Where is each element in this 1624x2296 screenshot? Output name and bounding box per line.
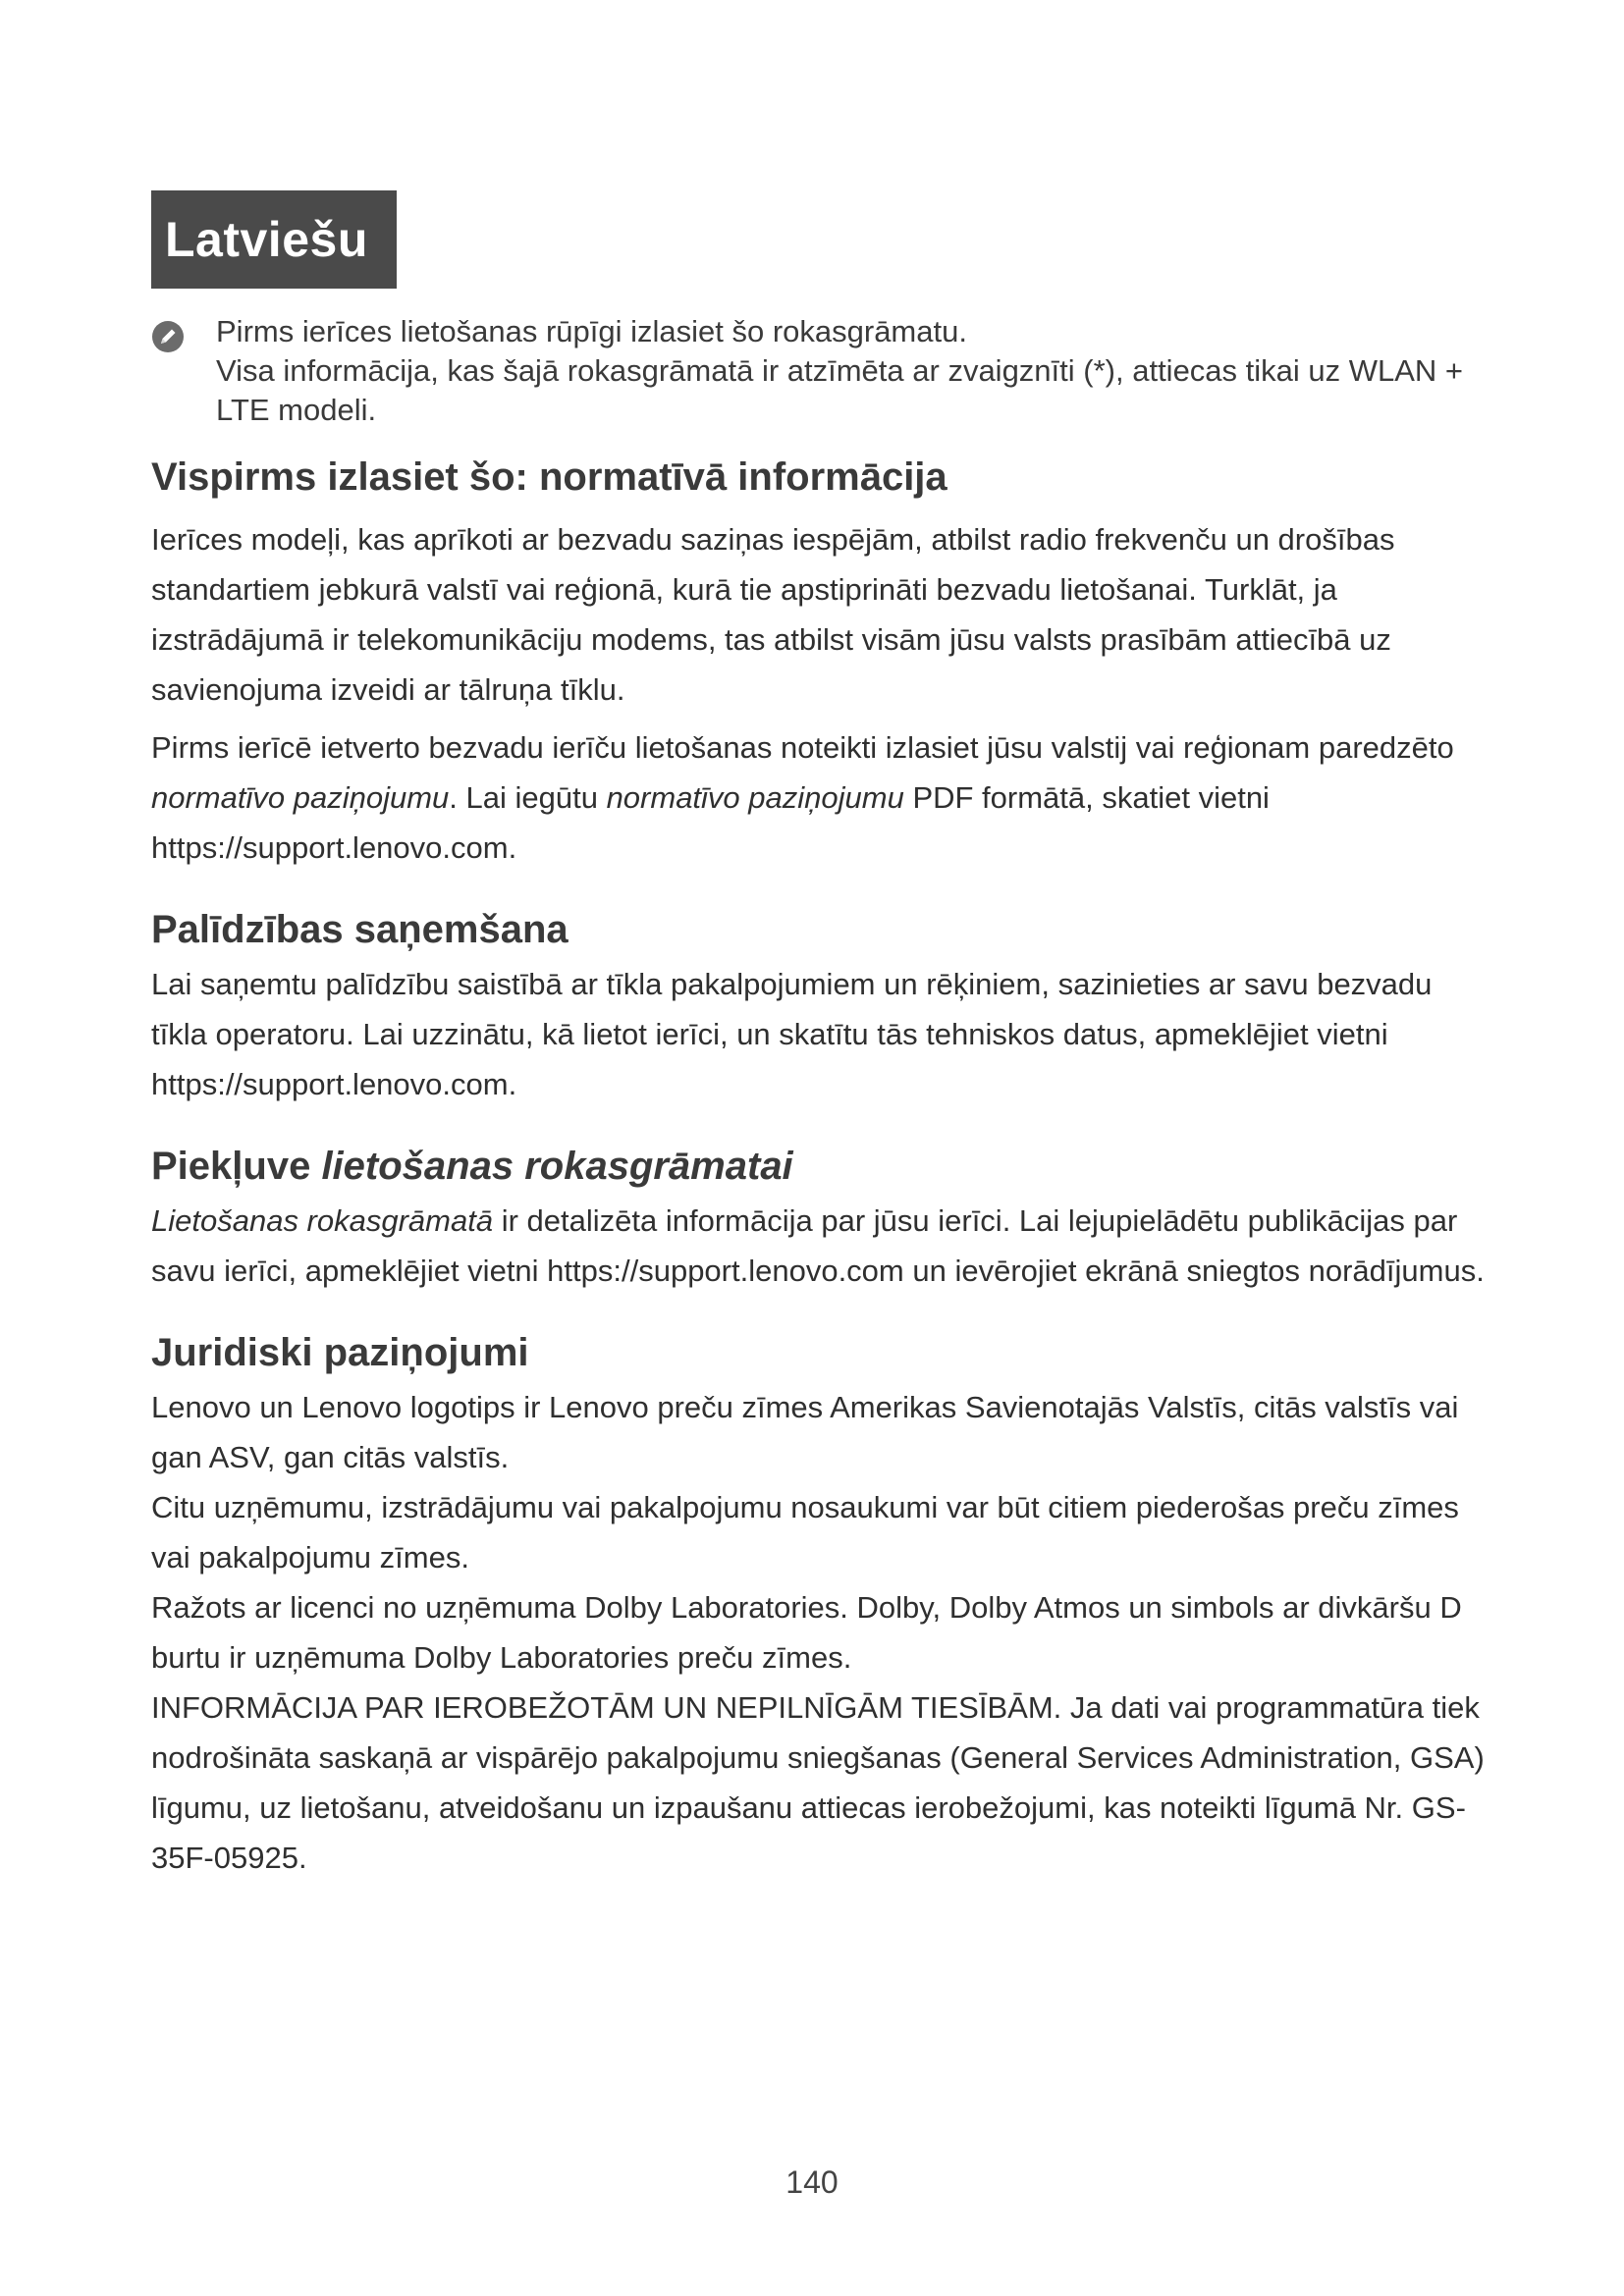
language-tab: Latviešu (151, 190, 397, 289)
note-line: Visa informācija, kas šajā rokasgrāmatā ir atzīmēta ar zvaigznīti (*), attiecas tikai uz WLAN + LTE modeli. (216, 353, 1464, 427)
italic-term: normatīvo paziņojumu (151, 780, 450, 815)
paragraph: INFORMĀCIJA PAR IEROBEŽOTĀM UN NEPILNĪGĀM TIESĪBĀM. Ja dati vai programmatūra tiek nodrošināta saskaņā ar vispārējo pakalpojumu sniegšanas (General Services Administration, GSA) līgumu, uz lietošanu, atveidošanu un izpaušanu attiecas ierobežojumi, kas noteikti līgumā Nr. GS-35F-05925. (151, 1690, 1485, 1875)
paragraph: Ierīces modeļi, kas aprīkoti ar bezvadu saziņas iespējām, atbilst radio frekvenču un drošības standartiem jebkurā valstī vai reģionā, kurā tie apstiprināti bezvadu lietošanai. Turklāt, ja izstrādājumā ir telekomunikāciju modems, tas atbilst visām jūsu valsts prasībām attiecībā uz savienojuma izveidi ar tālruņa tīklu. (151, 522, 1395, 707)
section-legal (151, 1323, 1487, 1883)
section-heading: Vispirms izlasiet šo: normatīvā informācija (151, 455, 947, 499)
paragraph: Lai saņemtu palīdzību saistībā ar tīkla pakalpojumiem un rēķiniem, sazinieties ar savu bezvadu tīkla operatoru. Lai uzzinātu, kā lietot ierīci, un skatītu tās tehniskos datus, apmeklējiet vietni https://support.lenovo.com. (151, 967, 1433, 1101)
section-regulatory (151, 448, 1487, 873)
paragraph (151, 722, 1487, 873)
paragraph (151, 1196, 1487, 1296)
section-heading: Palīdzības saņemšana (151, 908, 568, 951)
section-heading (151, 1137, 1487, 1196)
italic-term: normatīvo paziņojumu (606, 780, 904, 815)
paragraph: Lenovo un Lenovo logotips ir Lenovo preču zīmes Amerikas Savienotajās Valstīs, citās valstīs vai gan ASV, gan citās valstīs. (151, 1390, 1459, 1474)
italic-term: Lietošanas rokasgrāmatā (151, 1203, 494, 1238)
text-run: . Lai iegūtu (449, 780, 607, 815)
section-help (151, 900, 1487, 1109)
note-box (151, 312, 1477, 430)
text-run: PDF formātā, skatiet vietni https://support.lenovo.com. (151, 780, 1270, 865)
section-heading: Juridiski paziņojumi (151, 1331, 529, 1374)
text-run: Pirms ierīcē ietverto bezvadu ierīču lietošanas noteikti izlasiet jūsu valstij vai reģionam paredzēto (151, 730, 1454, 765)
text-run: ir detalizēta informācija par jūsu ierīci. Lai lejupielādētu publikācijas par savu ierīci, apmeklējiet vietni https://support.lenovo.com un ievērojiet ekrānā sniegtos norādījumus. (151, 1203, 1485, 1288)
note-line: Pirms ierīces lietošanas rūpīgi izlasiet šo rokasgrāmatu. (216, 314, 967, 348)
heading-italic-text: lietošanas rokasgrāmatai (321, 1145, 793, 1188)
heading-text: Piekļuve (151, 1145, 322, 1188)
section-user-guide (151, 1137, 1487, 1296)
pencil-note-icon (151, 320, 185, 353)
page-number: 140 (785, 2164, 839, 2200)
paragraph: Ražots ar licenci no uzņēmuma Dolby Laboratories. Dolby, Dolby Atmos un simbols ar divkāršu D burtu ir uzņēmuma Dolby Laboratories preču zīmes. (151, 1590, 1462, 1675)
main-content (151, 448, 1487, 1906)
paragraph: Citu uzņēmumu, izstrādājumu vai pakalpojumu nosaukumi var būt citiem piederošas preču zīmes vai pakalpojumu zīmes. (151, 1490, 1459, 1575)
